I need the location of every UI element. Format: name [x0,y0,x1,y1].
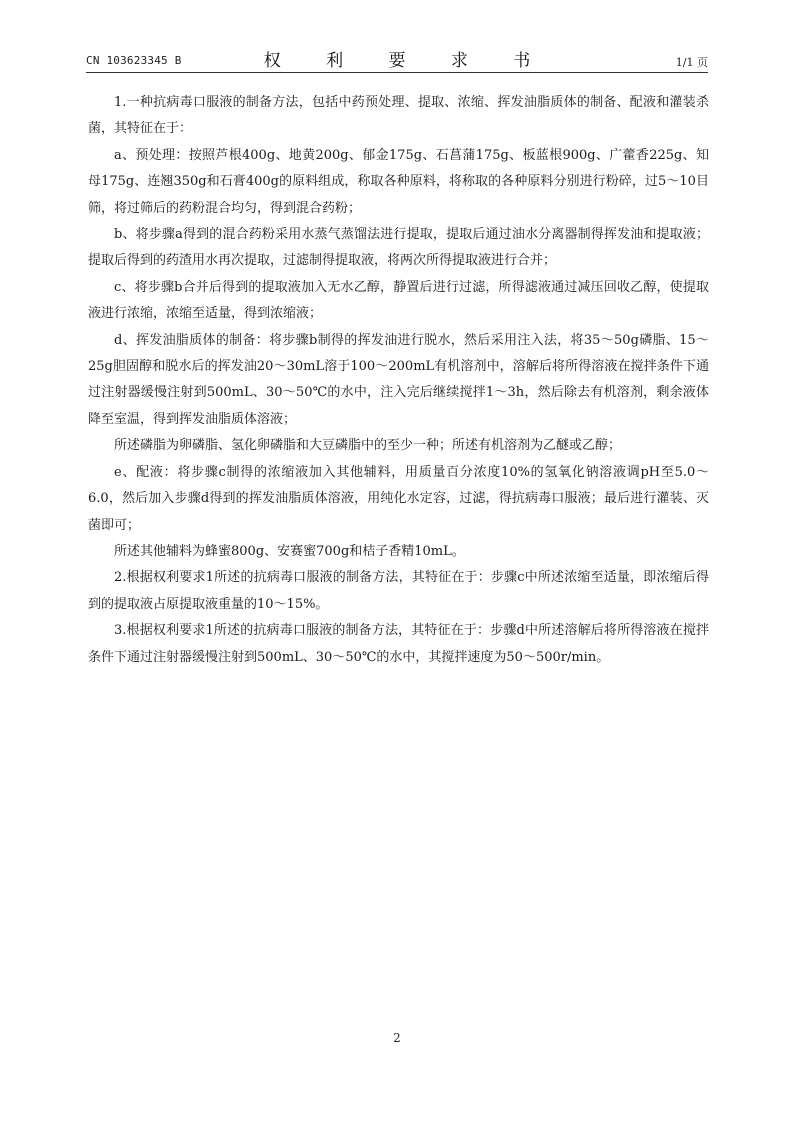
document-title: 权 利 要 求 书 [263,51,551,71]
claim-1-preamble: 1.一种抗病毒口服液的制备方法，包括中药预处理、提取、浓缩、挥发油脂质体的制备、配液和灌装杀菌，其特征在于： [88,95,709,137]
claim-1-step-e-note: 所述其他辅料为蜂蜜800g、安赛蜜700g和桔子香精10mL。 [114,543,465,559]
claim-1-step-a: a、预处理：按照芦根400g、地黄200g、郁金175g、石菖蒲175g、板蓝根900g、广藿香225g、知母175g、连翘350g和石膏400g的原料组成，称取各种原料，将称取的各种原料分别进行粉碎，过5～10目筛，将过筛后的药粉混合均匀，得到混合药粉； [88,147,709,216]
claim-1-step-c: c、将步骤b合并后得到的提取液加入无水乙醇，静置后进行过滤，所得滤液通过减压回收乙醇，使提取液进行浓缩，浓缩至适量，得到浓缩液； [88,279,709,322]
claims-body [88,90,709,671]
page-indicator: 1/1 页 [675,56,708,69]
page-number: 2 [393,1031,401,1045]
header-divider [86,72,708,73]
page-header [86,46,708,70]
claim-1-step-d: d、挥发油脂质体的制备：将步骤b制得的挥发油进行脱水，然后采用注入法，将35～50g磷脂、15～25g胆固醇和脱水后的挥发油20～30mL溶于100～200mL有机溶剂中，溶解后将所得溶液在搅拌条件下通过注射器缓慢注射到500mL、30～50℃的水中，注入完后继续搅拌1～3h，然后除去有机溶剂，剩余液体降至室温，得到挥发油脂质体溶液； [88,332,709,427]
claim-2: 2.根据权利要求1所述的抗病毒口服液的制备方法，其特征在于：步骤c中所述浓缩至适量，即浓缩后得到的提取液占原提取液重量的10～15%。 [88,570,709,612]
claim-1-step-e: e、配液：将步骤c制得的浓缩液加入其他辅料，用质量百分浓度10%的氢氧化钠溶液调pH至5.0～6.0，然后加入步骤d得到的挥发油脂质体溶液，用纯化水定容，过滤，得抗病毒口服液；最后进行灌装、灭菌即可； [88,464,709,533]
publication-number: CN 103623345 B [86,54,182,67]
claim-3: 3.根据权利要求1所述的抗病毒口服液的制备方法，其特征在于：步骤d中所述溶解后将所得溶液在搅拌条件下通过注射器缓慢注射到500mL、30～50℃的水中，其搅拌速度为50～500r/min。 [88,623,709,665]
claim-1-step-d-note: 所述磷脂为卵磷脂、氢化卵磷脂和大豆磷脂中的至少一种；所述有机溶剂为乙醚或乙醇； [114,438,622,454]
claim-1-step-b: b、将步骤a得到的混合药粉采用水蒸气蒸馏法进行提取，提取后通过油水分离器制得挥发油和提取液；提取后得到的药渣用水再次提取，过滤制得提取液，将两次所得提取液进行合并； [88,227,709,269]
